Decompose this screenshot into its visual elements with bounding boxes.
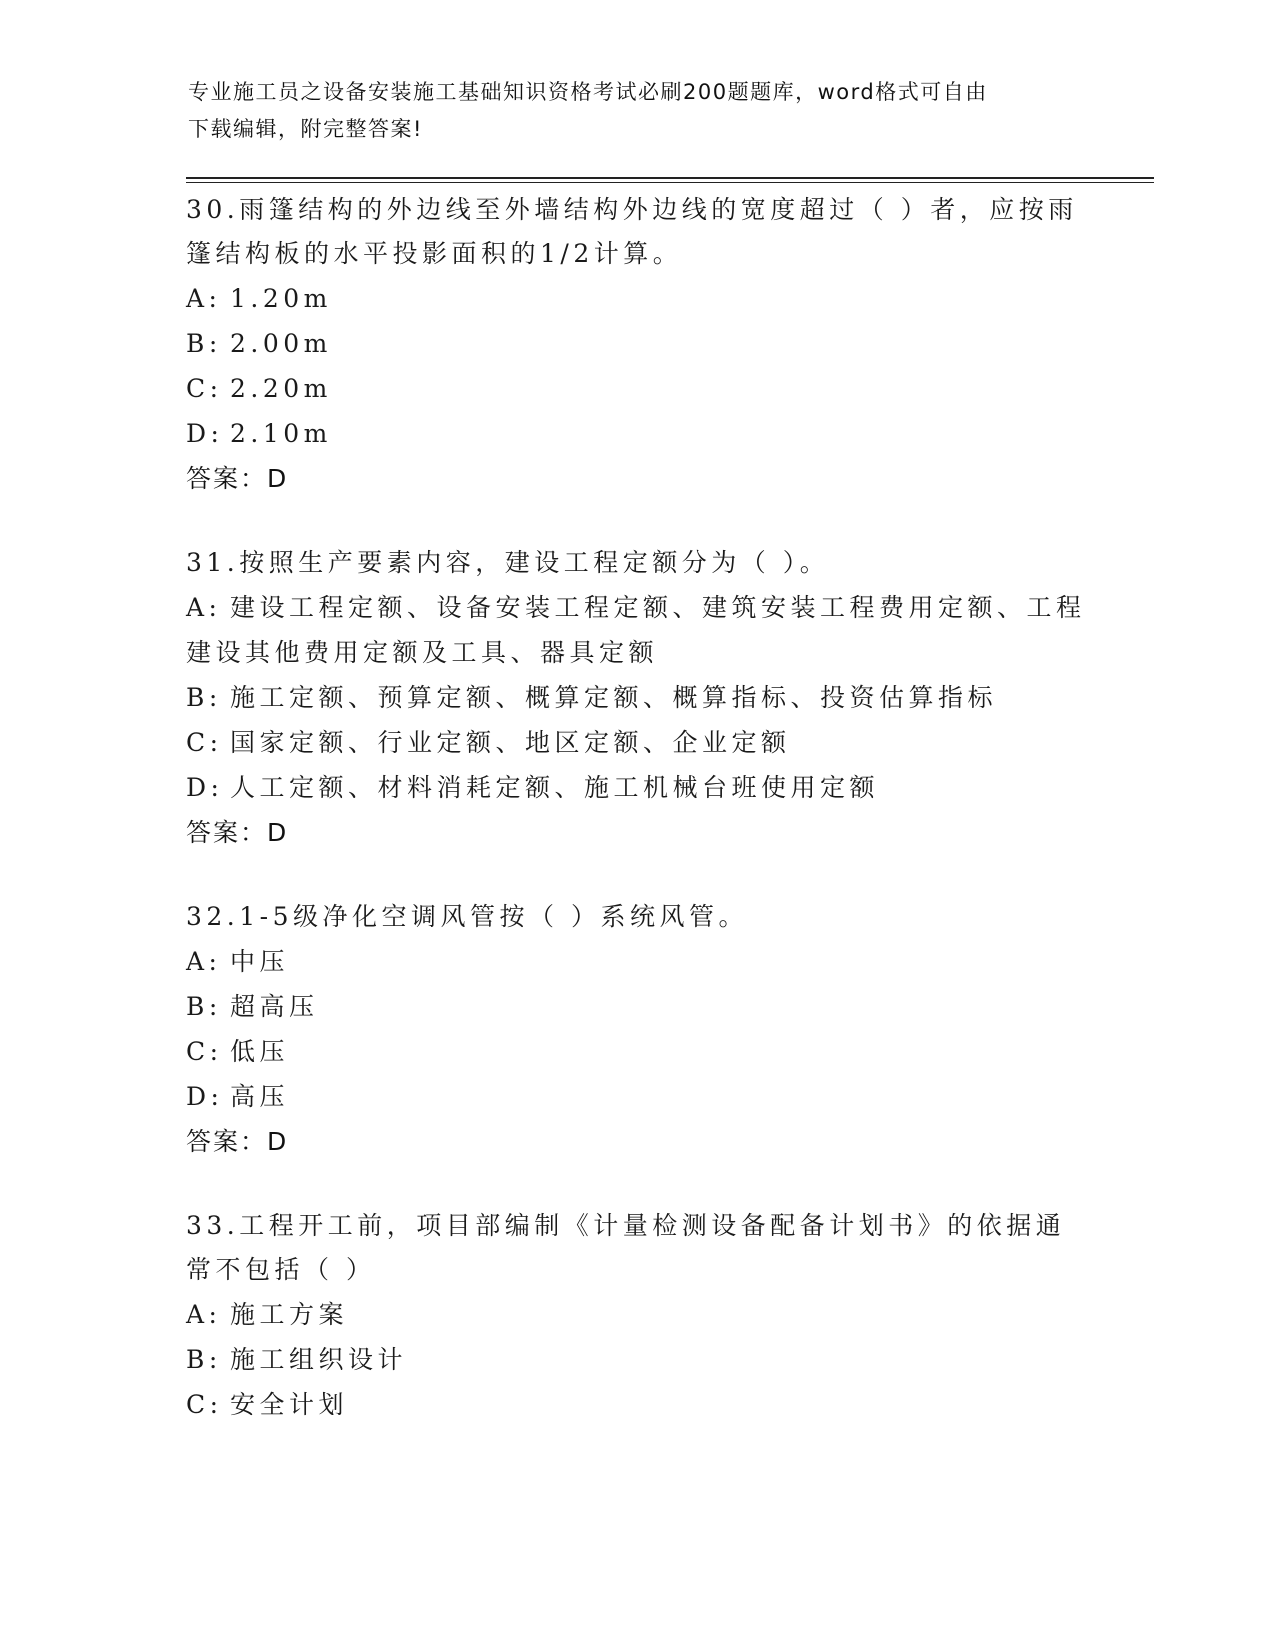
option-key: B: <box>186 1345 222 1374</box>
option-key: A: <box>186 593 222 622</box>
option-key: C: <box>186 1037 223 1066</box>
option-text: 超高压 <box>230 992 319 1021</box>
answer-line: 答案：D <box>186 818 289 847</box>
option-a <box>186 939 1086 984</box>
option-key: D: <box>186 1082 224 1111</box>
option-text: 1.20m <box>230 284 332 313</box>
option-text: 施工定额、预算定额、概算定额、概算指标、投资估算指标 <box>230 683 998 712</box>
question-30 <box>186 188 1086 501</box>
option-a <box>186 585 1086 675</box>
option-c <box>186 366 1086 411</box>
option-d <box>186 411 1086 456</box>
option-c <box>186 1029 1086 1074</box>
option-key: A: <box>186 284 222 313</box>
question-text: 30.雨篷结构的外边线至外墙结构外边线的宽度超过（ ）者，应按雨篷结构板的水平投影面积的1/2计算。 <box>186 195 1078 268</box>
option-c <box>186 720 1086 765</box>
option-key: A: <box>186 1300 222 1329</box>
answer-line: 答案：D <box>186 464 289 493</box>
option-b <box>186 321 1086 366</box>
option-d <box>186 765 1086 810</box>
option-text: 施工组织设计 <box>230 1345 408 1374</box>
question-33 <box>186 1204 1086 1427</box>
option-b <box>186 675 1086 720</box>
document-header <box>188 74 1068 148</box>
option-text: 2.20m <box>230 374 332 403</box>
option-b <box>186 1337 1086 1382</box>
option-text: 建设工程定额、设备安装工程定额、建筑安装工程费用定额、工程建设其他费用定额及工具、器具定额 <box>186 593 1086 667</box>
question-32 <box>186 895 1086 1164</box>
option-key: C: <box>186 374 223 403</box>
header-divider-thick <box>186 177 1154 179</box>
option-key: B: <box>186 992 222 1021</box>
header-line-1: 专业施工员之设备安装施工基础知识资格考试必刷200题题库，word格式可自由 <box>188 80 988 104</box>
answer-line: 答案：D <box>186 1127 289 1156</box>
option-key: C: <box>186 1390 223 1419</box>
option-key: B: <box>186 329 222 358</box>
option-key: D: <box>186 773 224 802</box>
option-text: 高压 <box>230 1082 290 1111</box>
option-text: 人工定额、材料消耗定额、施工机械台班使用定额 <box>230 773 880 802</box>
option-a <box>186 276 1086 321</box>
option-key: A: <box>186 947 222 976</box>
question-text: 32.1-5级净化空调风管按（ ）系统风管。 <box>186 902 748 931</box>
option-a <box>186 1292 1086 1337</box>
option-b <box>186 984 1086 1029</box>
option-key: D: <box>186 419 224 448</box>
option-text: 2.10m <box>230 419 332 448</box>
option-text: 低压 <box>230 1037 290 1066</box>
option-text: 安全计划 <box>230 1390 349 1419</box>
question-list <box>186 188 1086 1467</box>
option-c <box>186 1382 1086 1427</box>
question-31 <box>186 541 1086 855</box>
option-text: 2.00m <box>230 329 332 358</box>
question-text: 33.工程开工前，项目部编制《计量检测设备配备计划书》的依据通常不包括（ ） <box>186 1211 1066 1284</box>
header-line-2: 下载编辑，附完整答案! <box>188 117 423 141</box>
option-text: 中压 <box>230 947 290 976</box>
option-text: 国家定额、行业定额、地区定额、企业定额 <box>230 728 791 757</box>
option-key: C: <box>186 728 223 757</box>
option-text: 施工方案 <box>230 1300 349 1329</box>
option-key: B: <box>186 683 222 712</box>
question-text: 31.按照生产要素内容，建设工程定额分为（ ）。 <box>186 548 830 577</box>
header-divider-thin <box>186 182 1154 183</box>
option-d <box>186 1074 1086 1119</box>
